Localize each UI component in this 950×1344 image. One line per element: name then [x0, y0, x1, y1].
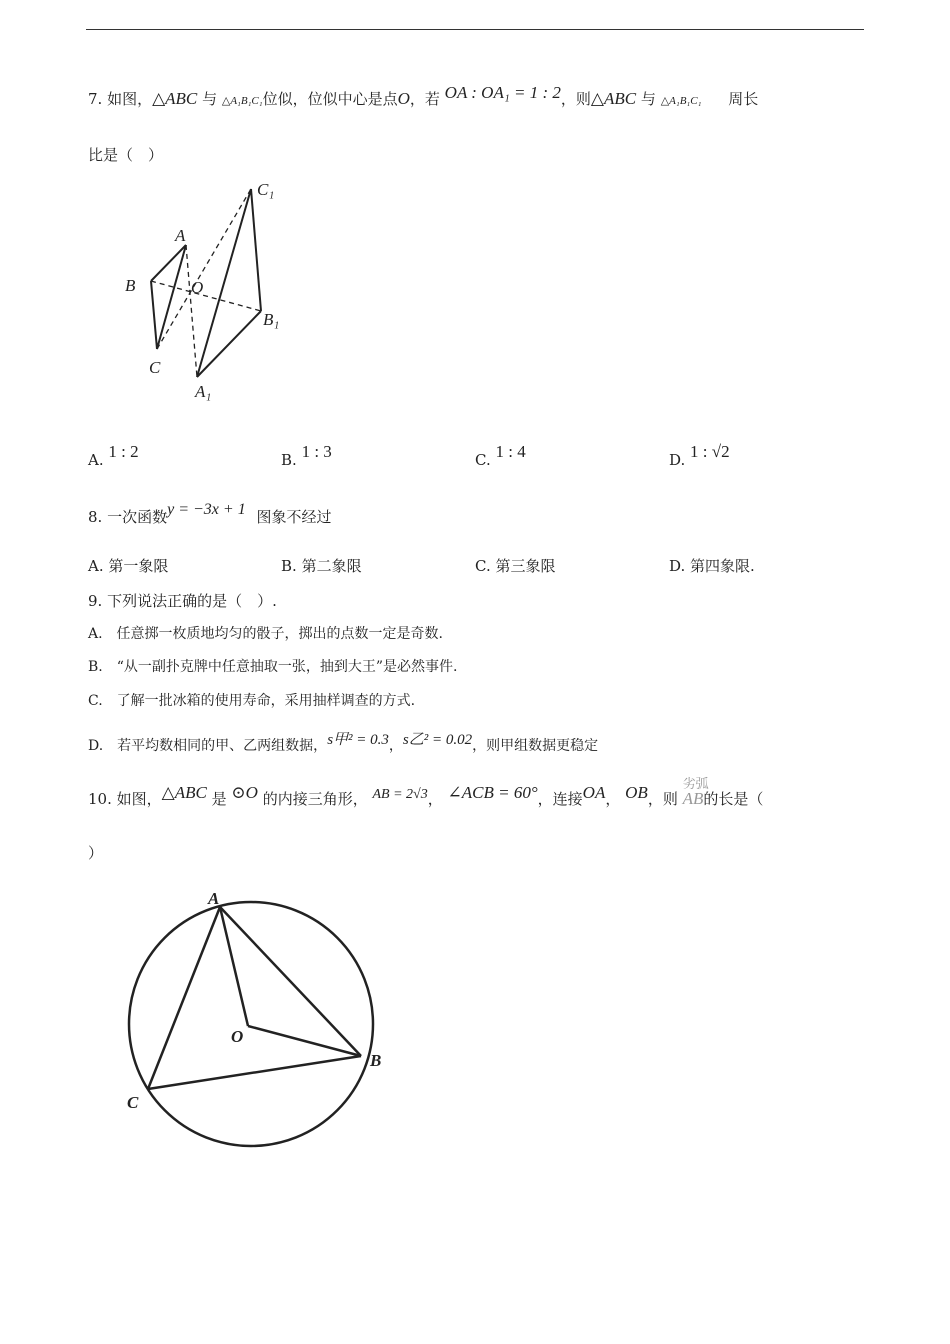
q7-option-c[interactable]: C. 1 : 4 [475, 442, 526, 469]
q9-stem: 9. 下列说法正确的是（ ）. [88, 592, 277, 610]
q7-label-O: O [191, 278, 204, 297]
q7-label-A: A [175, 226, 186, 245]
q8-option-c[interactable]: C. 第三象限 [475, 557, 556, 575]
q7-figure [115, 175, 315, 405]
q10-stem-line2: ） [88, 844, 104, 862]
q10-label-A: A [208, 889, 220, 908]
q9-option-b[interactable]: B. “从一副扑克牌中任意抽取一张，抽到大王”是必然事件. [88, 659, 458, 675]
q7-label-A1: A₁ [195, 382, 212, 401]
q9-option-d[interactable]: D. 若平均数相同的甲、乙两组数据，s甲² = 0.3，s乙² = 0.02，则甲组数据更稳定 [88, 732, 599, 754]
q10-figure [115, 880, 405, 1170]
q7-option-a[interactable]: A. 1 : 2 [88, 442, 139, 469]
q7-label-C: C [149, 358, 161, 377]
q7-option-b[interactable]: B. 1 : 3 [281, 442, 332, 469]
q8-option-a[interactable]: A. 第一象限 [88, 557, 169, 575]
q10-label-C: C [127, 1093, 139, 1112]
q9-option-c[interactable]: C. 了解一批冰箱的使用寿命，采用抽样调查的方式. [88, 693, 416, 709]
q8-stem: 8. 一次函数y = −3x + 1 图象不经过 [88, 501, 332, 526]
q7-stem-line1: 7. 如图，△ABC 与 △A₁B₁C₁位似，位似中心是点O，若 OA : OA₁ = 1 : 2，则△ABC 与 △A₁B₁C₁ 周长 [88, 83, 759, 108]
q7-label-C1: C₁ [257, 180, 275, 199]
q10-stem-line1: 10. 如图，△ABC 是 ⊙O 的内接三角形， AB = 2√3， ∠ACB = 60°，连接OA， OB，则 AB 劣弧 的长是（ [88, 777, 764, 808]
q10-label-O: O [231, 1027, 244, 1046]
q7-stem-line2: 比是（ ） [88, 146, 164, 164]
q7-option-d[interactable]: D. 1 : √2 [669, 442, 730, 469]
q10-label-B: B [370, 1051, 382, 1070]
q8-option-d[interactable]: D. 第四象限. [669, 557, 755, 575]
q8-option-b[interactable]: B. 第二象限 [281, 557, 362, 575]
q7-label-B: B [125, 276, 136, 295]
header-rule [86, 29, 864, 30]
q7-label-B1: B₁ [263, 310, 280, 329]
q9-option-a[interactable]: A. 任意掷一枚质地均匀的骰子，掷出的点数一定是奇数. [88, 626, 444, 642]
